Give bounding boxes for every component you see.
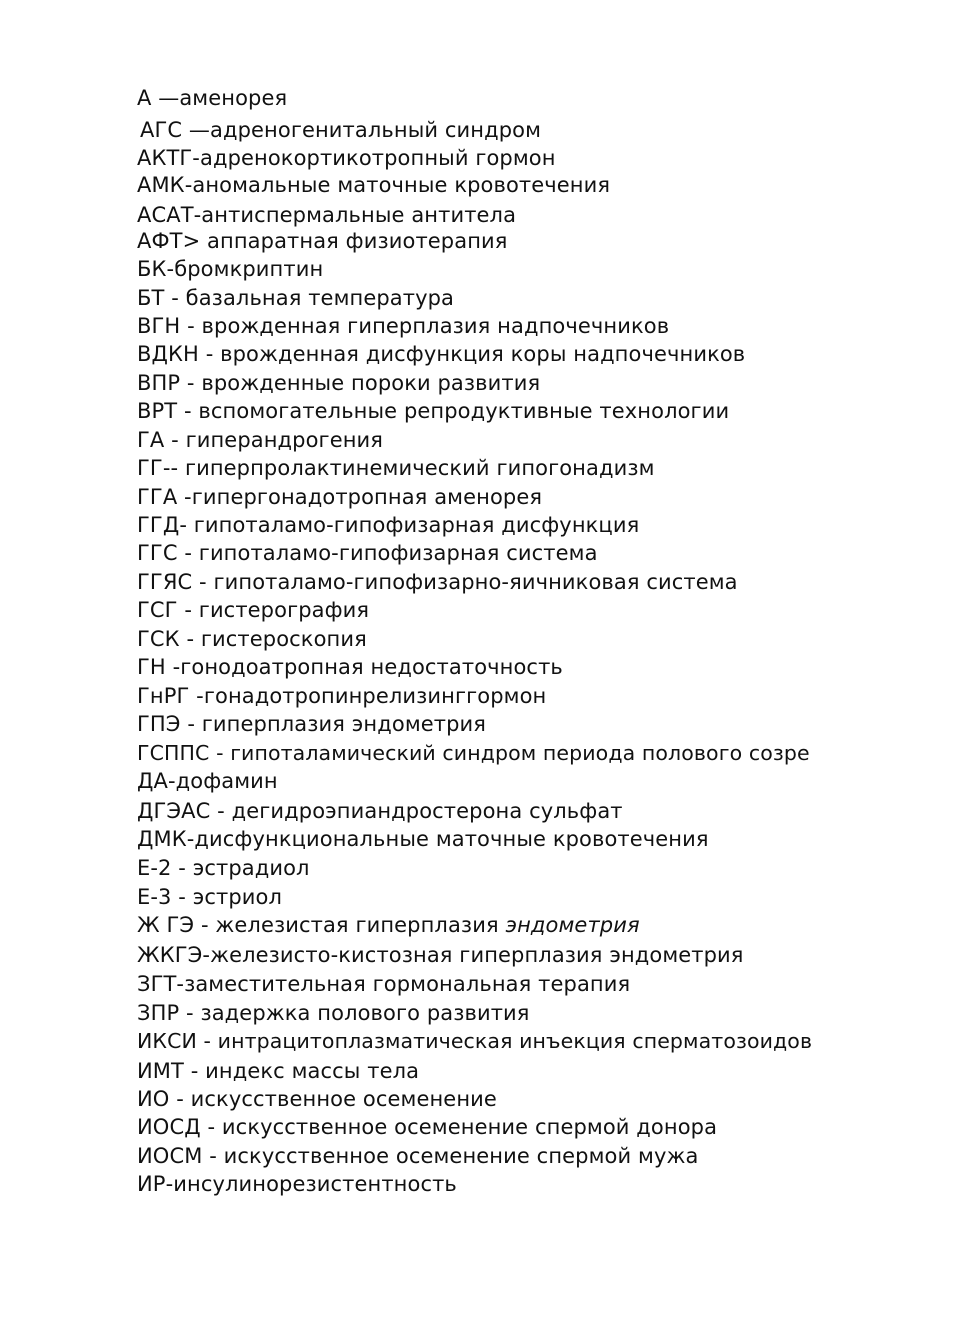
list-item: АСАТ-антиспермальные антитела [137, 203, 517, 227]
list-item: ГА - гиперандрогения [137, 428, 384, 452]
list-item: ИО - искусственное осеменение [137, 1087, 497, 1111]
list-item: ГСГ - гистерография [137, 598, 370, 622]
list-item: ВГН - врожденная гиперплазия надпочечников [137, 314, 670, 338]
list-item: ВДКН - врожденная дисфункция коры надпочечников [137, 342, 746, 366]
list-item: ГН -гонодоатропная недостаточность [137, 655, 563, 679]
list-item: АКТГ-адренокортикотропный гормон [137, 146, 556, 170]
list-item: ГГА -гипергонадотропная аменорея [137, 485, 543, 509]
list-item: ЗГТ-заместительная гормональная терапия [137, 972, 631, 996]
list-item: ГПЭ - гиперплазия эндометрия [137, 712, 487, 736]
list-item: ГнРГ -гонадотропинрелизинггормон [137, 684, 547, 708]
list-item: ЗПР - задержка полового развития [137, 1001, 530, 1025]
list-item: ВПР - врожденные пороки развития [137, 371, 541, 395]
list-item: ИМТ - индекс массы тела [137, 1059, 420, 1083]
list-item: БТ - базальная температура [137, 286, 455, 310]
list-item: ГСППС - гипоталамический синдром периода полового созре [137, 741, 810, 765]
list-item: ИКСИ - интрацитоплазматическая инъекция сперматозоидов [137, 1029, 813, 1053]
list-item: АГС —адреногенитальный синдром [140, 118, 542, 142]
list-item: ИОСМ - искусственное осеменение спермой мужа [137, 1144, 699, 1168]
list-item: ИОСД - искусственное осеменение спермой донора [137, 1115, 718, 1139]
list-item-text: Ж ГЭ - железистая гиперплазия [137, 913, 499, 937]
list-item: ВРТ - вспомогательные репродуктивные технологии [137, 399, 730, 423]
list-item: А —аменорея [137, 86, 288, 110]
list-item: АМК-аномальные маточные кровотечения [137, 173, 611, 197]
list-item: Е-3 - эстриол [137, 885, 282, 909]
list-item: ГГД- гипоталамо-гипофизарная дисфункция [137, 513, 640, 537]
list-item: ГГЯС - гипоталамо-гипофизарно-яичниковая система [137, 570, 738, 594]
list-item: ДА-дофамин [137, 769, 278, 793]
list-item: БК-бромкриптин [137, 257, 324, 281]
list-item: ДГЭАС - дегидроэпиандростерона сульфат [137, 799, 623, 823]
list-item: ДМК-дисфункциональные маточные кровотечения [137, 827, 709, 851]
list-item: АФТ> аппаратная физиотерапия [137, 229, 508, 253]
list-item-italic-text: эндометрия [505, 913, 640, 937]
list-item: Е-2 - эстрадиол [137, 856, 310, 880]
list-item: ГСК - гистероскопия [137, 627, 367, 651]
list-item: ГГС - гипоталамо-гипофизарная система [137, 541, 598, 565]
list-item: ИР-инсулинорезистентность [137, 1172, 457, 1196]
list-item [137, 912, 640, 938]
list-item: ГГ-- гиперпролактинемический гипогонадизм [137, 456, 655, 480]
list-item: ЖКГЭ-железисто-кистозная гиперплазия эндометрия [137, 943, 744, 967]
